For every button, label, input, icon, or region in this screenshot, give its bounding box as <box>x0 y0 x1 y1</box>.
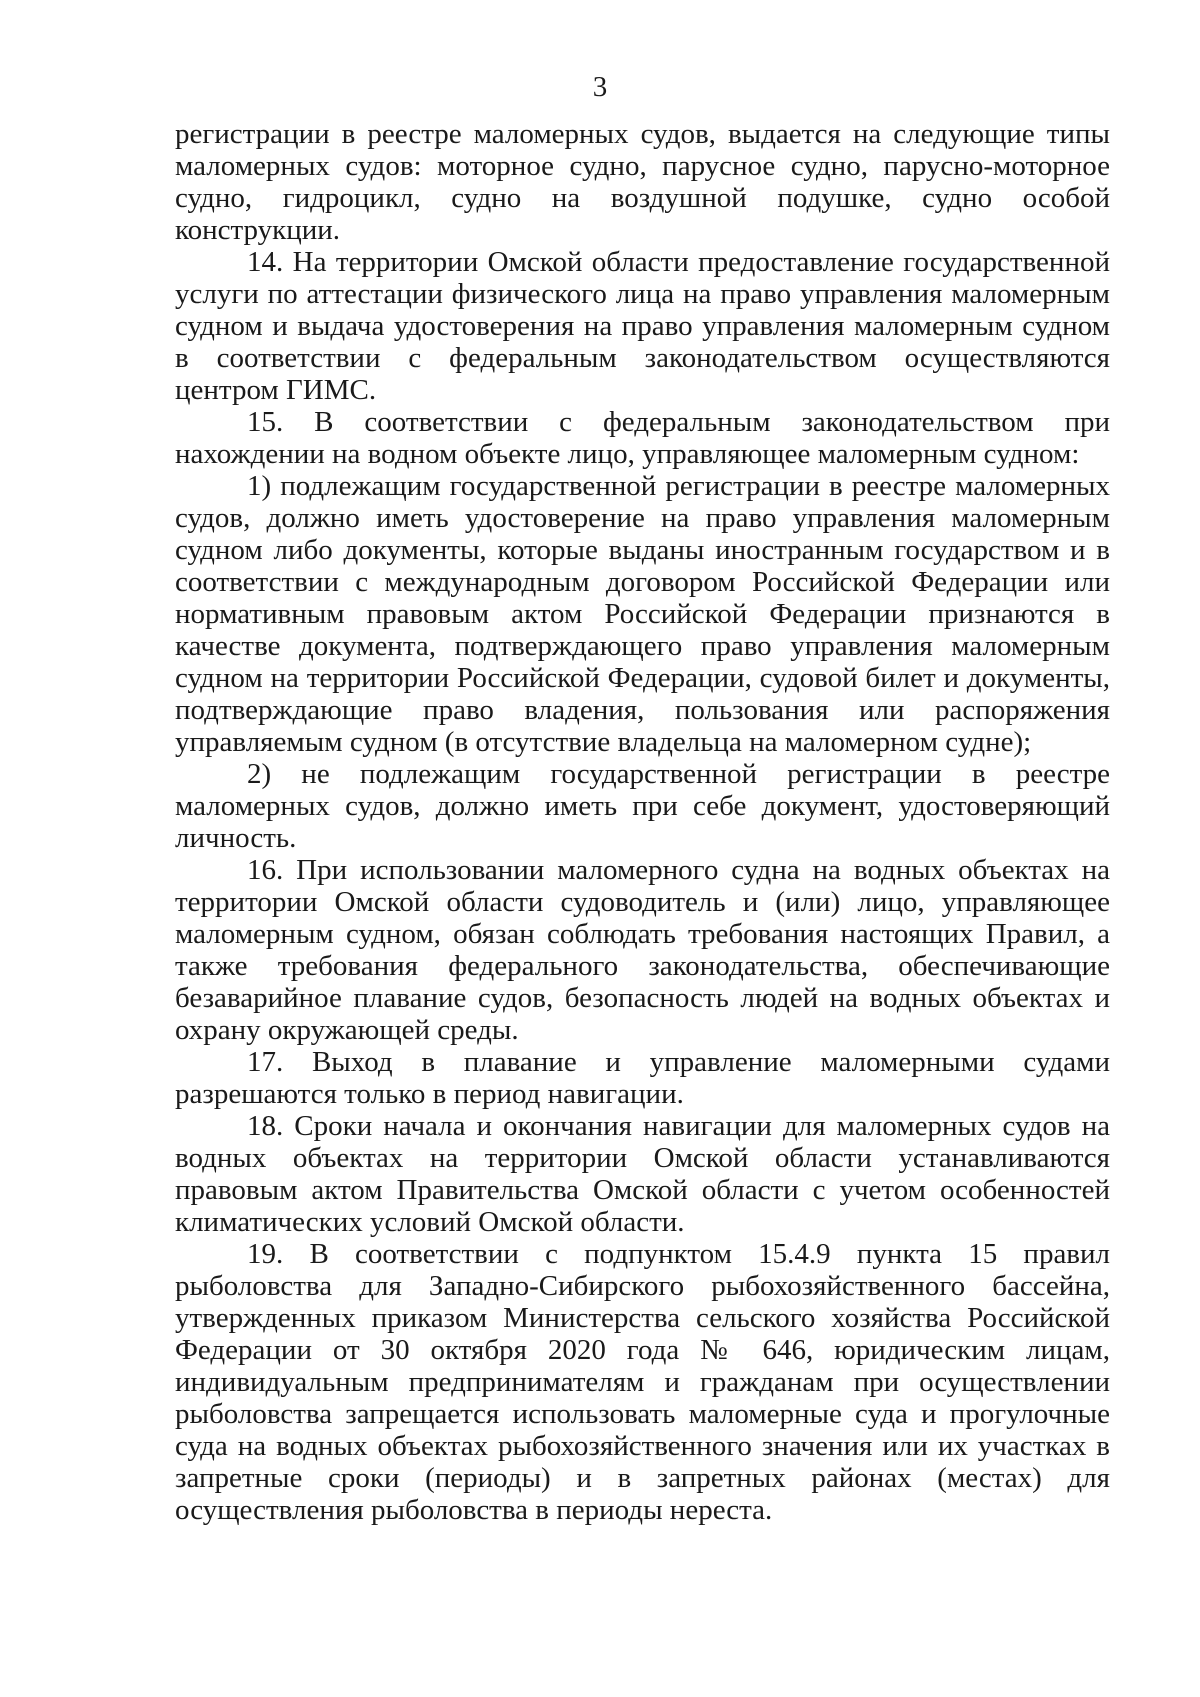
paragraph-19: 19. В соответствии с подпунктом 15.4.9 пункта 15 правил рыболовства для Западно-Сибирского рыбохозяйственного бассейна, утвержденных приказом Министерства сельского хозяйства Российской Федерации от 30 октября 2020 года № 646, юридическим лицам, индивидуальным предпринимателям и гражданам при осуществлении рыболовства запрещается использовать маломерные суда и прогулочные суда на водных объектах рыбохозяйственного значения или их участках в запретные сроки (периоды) и в запретных районах (местах) для осуществления рыболовства в периоды нереста. <box>175 1238 1110 1526</box>
document-body <box>175 118 1110 1526</box>
page-number: 3 <box>592 71 608 103</box>
paragraph-15-item-1: 1) подлежащим государственной регистрации в реестре маломерных судов, должно иметь удостоверение на право управления маломерным судном либо документы, которые выданы иностранным государством и в соответствии с международным договором Российской Федерации или нормативным правовым актом Российской Федерации признаются в качестве документа, подтверждающего право управления маломерным судном на территории Российской Федерации, судовой билет и документы, подтверждающие право владения, пользования или распоряжения управляемым судном (в отсутствие владельца на маломерном судне); <box>175 470 1110 758</box>
paragraph-14: 14. На территории Омской области предоставление государственной услуги по аттестации физического лица на право управления маломерным судном и выдача удостоверения на право управления маломерным судном в соответствии с федеральным законодательством осуществляются центром ГИМС. <box>175 246 1110 406</box>
paragraph-continuation: регистрации в реестре маломерных судов, выдается на следующие типы маломерных судов: моторное судно, парусное судно, парусно-моторное судно, гидроцикл, судно на воздушной подушке, судно особой конструкции. <box>175 118 1110 246</box>
paragraph-15-item-2: 2) не подлежащим государственной регистрации в реестре маломерных судов, должно иметь при себе документ, удостоверяющий личность. <box>175 758 1110 854</box>
paragraph-17: 17. Выход в плавание и управление маломерными судами разрешаются только в период навигации. <box>175 1046 1110 1110</box>
paragraph-18: 18. Сроки начала и окончания навигации для маломерных судов на водных объектах на территории Омской области устанавливаются правовым актом Правительства Омской области с учетом особенностей климатических условий Омской области. <box>175 1110 1110 1238</box>
paragraph-15: 15. В соответствии с федеральным законодательством при нахождении на водном объекте лицо, управляющее маломерным судном: <box>175 406 1110 470</box>
paragraph-16: 16. При использовании маломерного судна на водных объектах на территории Омской области судоводитель и (или) лицо, управляющее маломерным судном, обязан соблюдать требования настоящих Правил, а также требования федерального законодательства, обеспечивающие безаварийное плавание судов, безопасность людей на водных объектах и охрану окружающей среды. <box>175 854 1110 1046</box>
